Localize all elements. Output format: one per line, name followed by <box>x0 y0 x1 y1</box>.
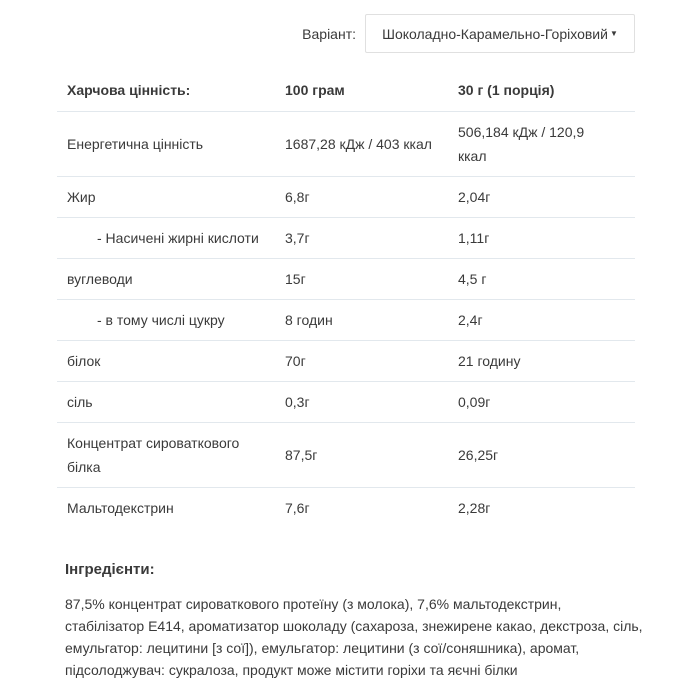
chevron-down-icon: ▼ <box>609 28 618 38</box>
value-per-serving: 26,25г <box>458 447 499 463</box>
ingredients-section <box>65 561 643 681</box>
value-per-serving: 0,09г <box>458 394 491 410</box>
table-row <box>57 382 635 423</box>
ingredients-text: 87,5% концентрат сироваткового протеїну (з молока), 7,6% мальтодекстрин, стабілізатор Е414, ароматизатор шоколаду (сахароза, знежирене какао, декстроза, сіль, емульгатор: лецитини [з сої]), емульгатор: лецитини (з сої/соняшника), аромат, підсолоджувач: сукралоза, продукт може містити горіхи та яєчні білки <box>65 596 643 678</box>
nutrition-table <box>57 76 635 528</box>
value-per-serving: 21 годину <box>458 353 521 369</box>
ingredients-heading: Інгредієнти: <box>65 561 155 578</box>
table-row <box>57 423 635 488</box>
value-per-100g: 8 годин <box>285 312 333 328</box>
value-per-serving: 2,4г <box>458 312 483 328</box>
value-per-100g: 87,5г <box>285 447 318 463</box>
table-row <box>57 112 635 177</box>
table-row <box>57 341 635 382</box>
value-per-100g: 15г <box>285 271 306 287</box>
value-per-serving: 2,28г <box>458 500 491 516</box>
header-nutrition-facts: Харчова цінність: <box>67 82 191 98</box>
nutrition-table-body <box>57 112 635 528</box>
value-per-100g: 7,6г <box>285 500 310 516</box>
variant-selector-row <box>57 14 635 53</box>
nutrient-label: Жир <box>67 189 96 205</box>
value-per-100g: 1687,28 кДж / 403 ккал <box>285 136 432 152</box>
variant-dropdown[interactable] <box>365 14 635 53</box>
value-per-100g: 0,3г <box>285 394 310 410</box>
value-per-serving: 506,184 кДж / 120,9 ккал <box>458 124 585 164</box>
table-row <box>57 177 635 218</box>
value-per-serving: 2,04г <box>458 189 491 205</box>
value-per-100g: 3,7г <box>285 230 310 246</box>
header-per-serving: 30 г (1 порція) <box>458 82 555 98</box>
nutrient-label: - Насичені жирні кислоти <box>97 230 259 246</box>
value-per-serving: 4,5 г <box>458 271 487 287</box>
table-row <box>57 259 635 300</box>
nutrient-label: білок <box>67 353 101 369</box>
table-row <box>57 488 635 528</box>
nutrient-label: сіль <box>67 394 93 410</box>
nutrient-label: вуглеводи <box>67 271 133 287</box>
value-per-serving: 1,11г <box>458 230 490 246</box>
nutrient-label: - в тому числі цукру <box>97 312 225 328</box>
value-per-100g: 6,8г <box>285 189 310 205</box>
nutrition-table-header <box>57 76 635 112</box>
table-row <box>57 218 635 259</box>
variant-label: Варіант: <box>302 25 356 42</box>
nutrient-label: Концентрат сироваткового білка <box>67 435 240 475</box>
nutrient-label: Енергетична цінність <box>67 136 204 152</box>
header-per-100g: 100 грам <box>285 82 345 98</box>
nutrient-label: Мальтодекстрин <box>67 500 174 516</box>
value-per-100g: 70г <box>285 353 306 369</box>
variant-selected-value: Шоколадно-Карамельно-Горіховий <box>382 25 608 42</box>
table-row <box>57 300 635 341</box>
